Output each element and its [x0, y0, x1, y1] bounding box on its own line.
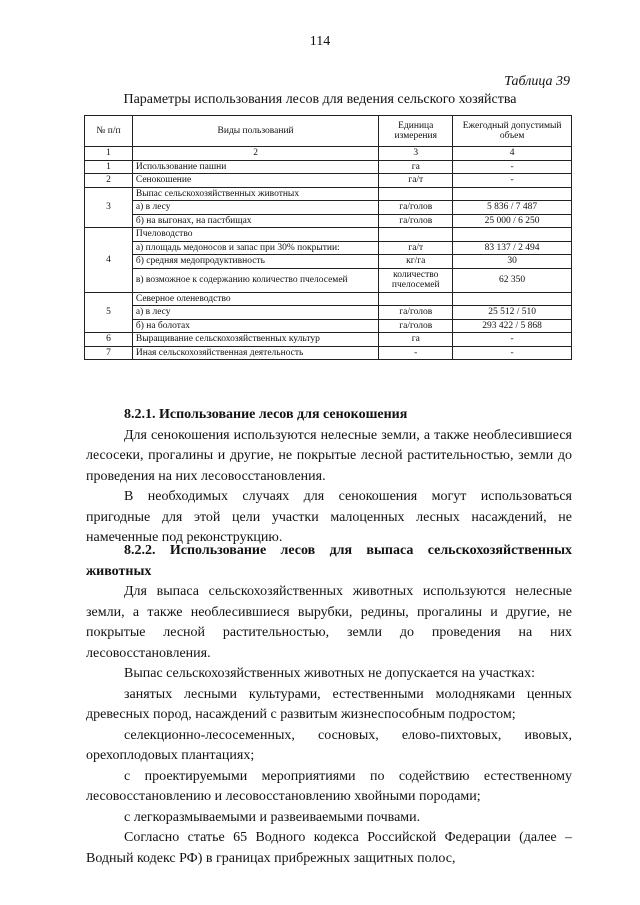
paragraph: селекционно-лесосеменных, сосновых, елово-пихтовых, ивовых, орехоплодовых плантациях;: [86, 727, 572, 763]
row-num: 6: [85, 333, 133, 347]
colnum: 4: [453, 147, 572, 161]
paragraph: В необходимых случаях для сенокошения могут использоваться пригодные для этой цели участки малоценных лесных насаждений, не намеченные под реконструкцию.: [86, 489, 572, 545]
table-row: [85, 306, 572, 320]
row-unit: га/т: [379, 174, 453, 188]
table-label: Таблица 39: [504, 74, 570, 89]
row-kind: б) средняя медопродуктивность: [132, 255, 378, 269]
row-kind: а) площадь медоносов и запас при 30% покрытии:: [132, 241, 378, 255]
row-kind: Сенокошение: [132, 174, 378, 188]
table-row: [85, 346, 572, 360]
paragraph: Для выпаса сельскохозяйственных животных используются нелесные земли, а также необлесившиеся вырубки, редины, прогалины и другие, не покрытые лесной растительностью, земли до проведения на них лесовосстановления.: [86, 584, 572, 661]
colnum: 3: [379, 147, 453, 161]
table-row: [85, 268, 572, 292]
row-unit: кг/га: [379, 255, 453, 269]
table-row: [85, 187, 572, 201]
row-volume: 25 000 / 6 250: [453, 214, 572, 228]
row-volume: 30: [453, 255, 572, 269]
row-unit: количество пчелосемей: [379, 268, 453, 292]
table-row: [85, 241, 572, 255]
row-num: 7: [85, 346, 133, 360]
row-kind: в) возможное к содержанию количество пчелосемей: [132, 268, 378, 292]
table-row: [85, 333, 572, 347]
row-volume: -: [453, 346, 572, 360]
colnum: 2: [132, 147, 378, 161]
row-num: 1: [85, 160, 133, 174]
table-row: [85, 201, 572, 215]
row-unit: га: [379, 333, 453, 347]
table-row: [85, 160, 572, 174]
section-heading: 8.2.1. Использование лесов для сенокошения: [124, 407, 408, 422]
row-kind: б) на болотах: [132, 319, 378, 333]
header-unit: Единица измерения: [379, 116, 453, 147]
row-volume: 83 137 / 2 494: [453, 241, 572, 255]
row-group-head: Северное оленеводство: [132, 292, 378, 306]
row-kind: Иная сельскохозяйственная деятельность: [132, 346, 378, 360]
table-row: [85, 174, 572, 188]
row-kind: а) в лесу: [132, 201, 378, 215]
row-group-head: Пчеловодство: [132, 228, 378, 242]
row-unit: га: [379, 160, 453, 174]
row-volume: -: [453, 333, 572, 347]
colnum: 1: [85, 147, 133, 161]
paragraph: Выпас сельскохозяйственных животных не допускается на участках:: [124, 666, 535, 681]
paragraph: с проектируемыми мероприятиями по содействию естественному лесовосстановлению и лесовосстановлению хвойными породами;: [86, 768, 572, 804]
row-volume: -: [453, 174, 572, 188]
row-volume: -: [453, 160, 572, 174]
row-group-head: Выпас сельскохозяйственных животных: [132, 187, 378, 201]
table-row: [85, 255, 572, 269]
table-row: [85, 214, 572, 228]
scan-artifact: [255, 8, 375, 14]
table-row: [85, 319, 572, 333]
row-volume: 25 512 / 510: [453, 306, 572, 320]
row-unit: га/голов: [379, 306, 453, 320]
paragraph: Для сенокошения используются нелесные земли, а также необлесившиеся лесосеки, прогалины и другие, не покрытые лесной растительностью, земли до проведения на них лесовосстановления.: [86, 427, 572, 484]
header-volume: Ежегодный допустимый объем: [453, 116, 572, 147]
parameters-table: [84, 115, 572, 360]
row-volume: 5 836 / 7 487: [453, 201, 572, 215]
column-numbers-row: [85, 147, 572, 161]
row-kind: б) на выгонах, на пастбищах: [132, 214, 378, 228]
row-kind: Использование пашни: [132, 160, 378, 174]
row-volume: 62 350: [453, 268, 572, 292]
paragraph: Согласно статье 65 Водного кодекса Российской Федерации (далее – Водный кодекс РФ) в границах прибрежных защитных полос,: [86, 830, 572, 866]
table-title: Параметры использования лесов для ведения сельского хозяйства: [123, 92, 517, 107]
page-number: 114: [309, 34, 331, 49]
header-kind: Виды пользований: [132, 116, 378, 147]
section-hay-mowing: [86, 405, 572, 549]
row-unit: га/голов: [379, 214, 453, 228]
header-num: № п/п: [85, 116, 133, 147]
paragraph: занятых лесными культурами, естественными молодняками ценных древесных пород, насаждений с развитым жизнеспособным подростом;: [86, 686, 572, 722]
section-grazing: [86, 541, 572, 869]
table-row: [85, 228, 572, 242]
table-row: [85, 292, 572, 306]
row-kind: Выращивание сельскохозяйственных культур: [132, 333, 378, 347]
row-volume: 293 422 / 5 868: [453, 319, 572, 333]
row-num: 2: [85, 174, 133, 188]
row-num: 3: [85, 187, 133, 228]
row-unit: га/голов: [379, 319, 453, 333]
row-unit: га/голов: [379, 201, 453, 215]
table-header-row: [85, 116, 572, 147]
paragraph: с легкоразмываемыми и развеиваемыми почвами.: [124, 809, 421, 825]
row-num: 4: [85, 228, 133, 293]
row-unit: -: [379, 346, 453, 360]
section-heading: 8.2.2. Использование лесов для выпаса сельскохозяйственных животных: [86, 543, 572, 579]
row-num: 5: [85, 292, 133, 333]
row-unit: га/т: [379, 241, 453, 255]
row-kind: а) в лесу: [132, 306, 378, 320]
